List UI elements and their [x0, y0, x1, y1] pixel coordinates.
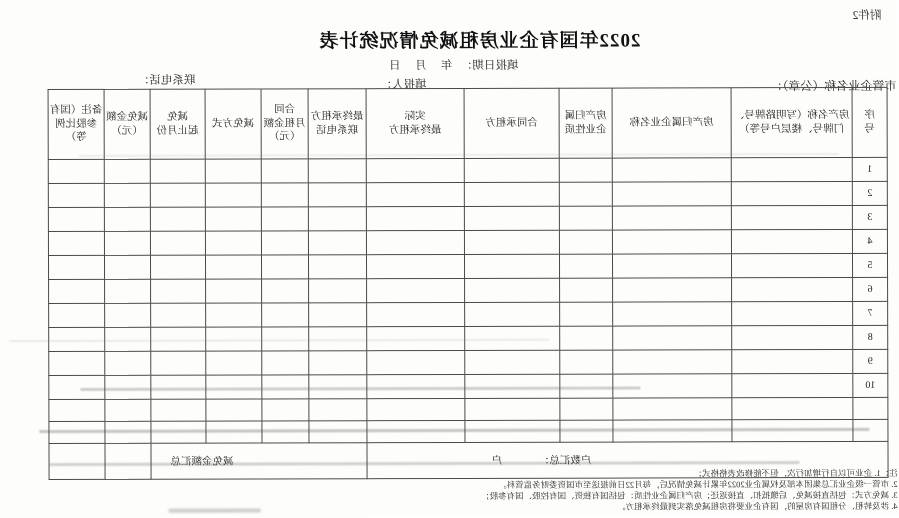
table-cell	[464, 182, 559, 206]
footnotes	[481, 468, 898, 513]
table-cell	[309, 399, 367, 421]
table-cell	[309, 303, 367, 327]
table-cell	[465, 374, 560, 398]
table-cell	[560, 350, 613, 374]
table-row-3	[48, 205, 887, 231]
footnote-line: 注：1. 企业可以自行增加行次，但不能修改表格格式；	[693, 467, 898, 479]
row-number-cell: 7	[853, 301, 888, 325]
table-cell	[731, 229, 852, 253]
col-final-tenant: 实际 最终承租方	[366, 88, 464, 158]
scan-artifact	[169, 508, 261, 512]
footnote-line: 4. 涉及转租、分租国有房屋的，国有企业要将房租减免落实到最终承租方。	[617, 500, 898, 512]
table-cell	[150, 255, 205, 279]
table-row-7	[49, 301, 888, 327]
table-cell	[105, 351, 151, 375]
row-number-cell	[853, 397, 888, 419]
table-cell	[366, 254, 464, 278]
col-monthly-rent: 合同 月租金额 （元）	[261, 89, 308, 159]
table-cell	[205, 159, 261, 183]
table-cell	[560, 326, 613, 350]
table-cell	[151, 279, 206, 303]
table-cell	[367, 398, 465, 420]
table-cell	[48, 183, 104, 207]
header-row	[48, 87, 887, 159]
fill-date-label: 填报日期： 年 月 日	[389, 59, 519, 73]
table-cell	[366, 230, 464, 254]
table-cell	[205, 255, 261, 279]
table-cell	[465, 302, 560, 326]
table-cell	[559, 182, 612, 206]
table-cell	[49, 421, 105, 443]
table-cell	[731, 253, 852, 277]
table-row-4	[48, 229, 887, 255]
table-row-1	[48, 157, 887, 183]
table-cell	[49, 279, 105, 303]
table-cell	[613, 350, 732, 374]
table-cell	[206, 375, 262, 399]
table-cell	[262, 399, 309, 421]
table-cell	[465, 326, 560, 350]
table-cell	[261, 159, 308, 183]
col-serial-number: 序 号	[852, 87, 887, 157]
document-title: 2022年国有企业房租减免情况统计表	[318, 30, 641, 53]
table-cell	[464, 254, 559, 278]
phone-label: 联系电话：	[138, 74, 196, 87]
table-cell	[206, 279, 262, 303]
reporter-label: 填报人：	[380, 79, 427, 92]
table-cell	[559, 158, 612, 182]
table-cell	[206, 421, 262, 443]
table-cell	[366, 206, 464, 230]
table-cell	[367, 326, 465, 350]
table-cell	[49, 375, 105, 399]
table-cell	[732, 277, 853, 301]
table-cell	[150, 231, 205, 255]
table-cell	[261, 183, 308, 207]
footnote-line: 2. 市管一级企业汇总集团本部及权属企业2022年累计减免情况后，每月22日前报送至市国资委财务监管科。	[498, 478, 898, 490]
table-cell	[261, 207, 308, 231]
row-number-cell: 4	[852, 229, 887, 253]
col-tenant-phone: 最终承租方 联系电话	[308, 89, 366, 159]
table-cell	[613, 398, 732, 420]
table-row-2	[48, 181, 887, 207]
table-row-blank	[49, 419, 888, 443]
table-cell	[732, 419, 853, 441]
table-cell	[151, 351, 206, 375]
row-number-cell: 5	[852, 253, 887, 277]
table-cell	[731, 181, 852, 205]
table-cell	[104, 231, 150, 255]
reduction-total-value-cell	[105, 443, 151, 479]
table-cell	[151, 327, 206, 351]
table-row-9	[49, 349, 888, 375]
table-cell	[150, 207, 205, 231]
row-number-cell: 9	[853, 349, 888, 373]
col-owning-enterprise: 房产归属企业名称	[612, 88, 731, 158]
table-cell	[308, 183, 366, 207]
col-reduction-period: 减免 起止月份	[150, 89, 205, 159]
table-cell	[151, 399, 206, 421]
table-cell	[151, 375, 206, 399]
table-cell	[732, 325, 853, 349]
table-cell	[612, 182, 731, 206]
table-cell	[465, 420, 560, 442]
reduction-total-label-cell: 减免金额汇总	[151, 443, 367, 480]
table-cell	[560, 302, 613, 326]
table-cell	[206, 303, 262, 327]
table-cell	[104, 255, 150, 279]
row-number-cell	[853, 419, 888, 441]
table-cell	[205, 183, 261, 207]
table-cell	[559, 230, 612, 254]
table-cell	[105, 279, 151, 303]
col-enterprise-nature: 房产归属 企业性质	[559, 88, 612, 158]
table-cell	[48, 159, 104, 183]
table-cell	[309, 327, 367, 351]
table-cell	[366, 158, 464, 182]
table-cell	[560, 420, 613, 442]
table-cell	[612, 158, 731, 182]
table-cell	[104, 159, 150, 183]
table-cell	[309, 421, 367, 443]
table-cell	[151, 421, 206, 443]
table-cell	[105, 303, 151, 327]
col-contract-tenant: 合同承租方	[464, 88, 559, 158]
table-cell	[732, 373, 853, 397]
table-cell	[560, 278, 613, 302]
table-cell	[366, 182, 464, 206]
household-total-cell: 户数汇总： 户	[367, 441, 888, 478]
row-number-cell: 8	[853, 325, 888, 349]
table-cell	[105, 421, 151, 443]
footnote-line: 3. 减免方式：包括直接减免、后缴抵扣、直接返还；房产归属企业性质：包括国有独资、国有控股、国有参股；	[481, 489, 898, 501]
table-cell	[49, 303, 105, 327]
table-cell	[560, 398, 613, 420]
table-cell	[262, 375, 309, 399]
table-cell	[262, 351, 309, 375]
table-cell	[731, 205, 852, 229]
table-cell	[206, 351, 262, 375]
table-cell	[612, 230, 731, 254]
table-cell	[612, 254, 731, 278]
table-cell	[560, 374, 613, 398]
col-remarks: 备注（国有 参股比例 等）	[48, 89, 104, 159]
table-cell	[150, 183, 205, 207]
table-cell	[613, 278, 732, 302]
table-row-6	[49, 277, 888, 303]
table-cell	[261, 255, 308, 279]
table-cell	[367, 278, 465, 302]
table-row-blank	[49, 397, 888, 421]
table-cell	[49, 327, 105, 351]
table-cell	[309, 279, 367, 303]
table-cell	[732, 397, 853, 419]
table-cell	[559, 254, 612, 278]
table-cell	[613, 326, 732, 350]
table-cell	[731, 157, 852, 181]
table-cell	[612, 206, 731, 230]
table-cell	[262, 279, 309, 303]
table-cell	[105, 399, 151, 421]
table-cell	[464, 230, 559, 254]
table-cell	[48, 255, 104, 279]
table-cell	[262, 303, 309, 327]
table-row-10	[49, 373, 888, 399]
table-row-5	[48, 253, 887, 279]
row-number-cell: 6	[853, 277, 888, 301]
table-cell	[309, 351, 367, 375]
table-cell	[308, 255, 366, 279]
table-cell	[308, 207, 366, 231]
table-cell	[48, 207, 104, 231]
table-cell	[465, 398, 560, 420]
table-cell	[206, 327, 262, 351]
row-number-cell: 10	[853, 373, 888, 397]
table-cell	[261, 231, 308, 255]
table-cell	[367, 350, 465, 374]
summary-remark-cell	[49, 443, 105, 479]
table-cell	[367, 420, 465, 442]
table-cell	[732, 349, 853, 373]
row-number-cell: 2	[852, 181, 887, 205]
rent-reduction-table	[48, 87, 889, 480]
table-cell	[151, 303, 206, 327]
table-cell	[309, 375, 367, 399]
col-property-name: 房产名称（写明路牌号、 门牌号、楼层户号等）	[731, 87, 852, 157]
table-cell	[104, 207, 150, 231]
col-reduction-method: 减免方式	[205, 89, 261, 159]
table-cell	[464, 158, 559, 182]
table-cell	[105, 327, 151, 351]
row-number-cell: 1	[852, 157, 887, 181]
table-cell	[367, 302, 465, 326]
table-cell	[150, 159, 205, 183]
table-cell	[262, 327, 309, 351]
table-cell	[308, 159, 366, 183]
row-number-cell: 3	[852, 205, 887, 229]
table-cell	[367, 374, 465, 398]
col-reduction-amount: 减免金额 （元）	[104, 89, 150, 159]
table-cell	[205, 207, 261, 231]
table-cell	[613, 302, 732, 326]
table-cell	[205, 231, 261, 255]
table-cell	[308, 231, 366, 255]
table-cell	[49, 351, 105, 375]
table-cell	[262, 421, 309, 443]
table-cell	[105, 375, 151, 399]
table-row-8	[49, 325, 888, 351]
table-cell	[48, 231, 104, 255]
table-cell	[464, 206, 559, 230]
table-cell	[613, 420, 732, 442]
table-cell	[104, 183, 150, 207]
attachment-label: 附件2	[852, 9, 882, 22]
table-cell	[49, 399, 105, 421]
table-cell	[613, 374, 732, 398]
table-cell	[465, 350, 560, 374]
table-cell	[732, 301, 853, 325]
company-name-label: 市管企业名称（公章）：	[770, 78, 897, 94]
table-cell	[465, 278, 560, 302]
table-cell	[559, 206, 612, 230]
table-cell	[206, 399, 262, 421]
